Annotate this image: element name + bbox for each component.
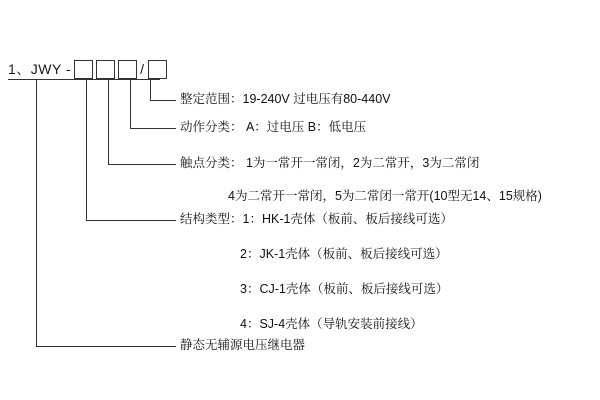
annotation-structure-line3: 3：CJ-1壳体（板前、板后接线可选） [240,282,449,296]
annotation-contact-line1: 触点分类： 1为一常开一常闭，2为二常开，3为二常闭 [180,156,480,170]
contact-leader-vline [108,80,109,164]
code-underline [8,79,160,80]
annotation-action: 动作分类： A：过电压 B：低电压 [180,120,367,134]
range-leader-hline [150,100,176,101]
contact-box[interactable] [96,60,115,79]
range-leader-vline [150,80,151,100]
model-code-row [8,58,167,80]
code-slash: / [140,61,145,77]
annotation-structure-line2: 2：JK-1壳体（板前、板后接线可选） [240,247,448,261]
annotation-structure-line1: 结构类型：1：HK-1壳体（板前、板后接线可选） [180,212,453,226]
action-leader-vline [130,80,131,128]
model-code-prefix: 1、JWY - [8,61,72,77]
annotation-product: 静态无辅源电压继电器 [180,338,306,352]
annotation-structure-line4: 4：SJ-4壳体（导轨安装前接线） [240,317,423,331]
contact-leader-hline [108,164,176,165]
action-leader-hline [130,128,176,129]
annotation-contact-line2: 4为二常开一常闭，5为二常闭一常开(10型无14、15规格) [228,189,542,203]
annotation-range: 整定范围：19-240V 过电压有80-440V [180,92,391,106]
action-box[interactable] [118,60,137,79]
range-box[interactable] [148,60,167,79]
structure-leader-hline [86,220,176,221]
product-leader-hline [36,346,176,347]
structure-box[interactable] [74,60,93,79]
structure-leader-vline [86,80,87,220]
product-leader-vline [36,80,37,346]
